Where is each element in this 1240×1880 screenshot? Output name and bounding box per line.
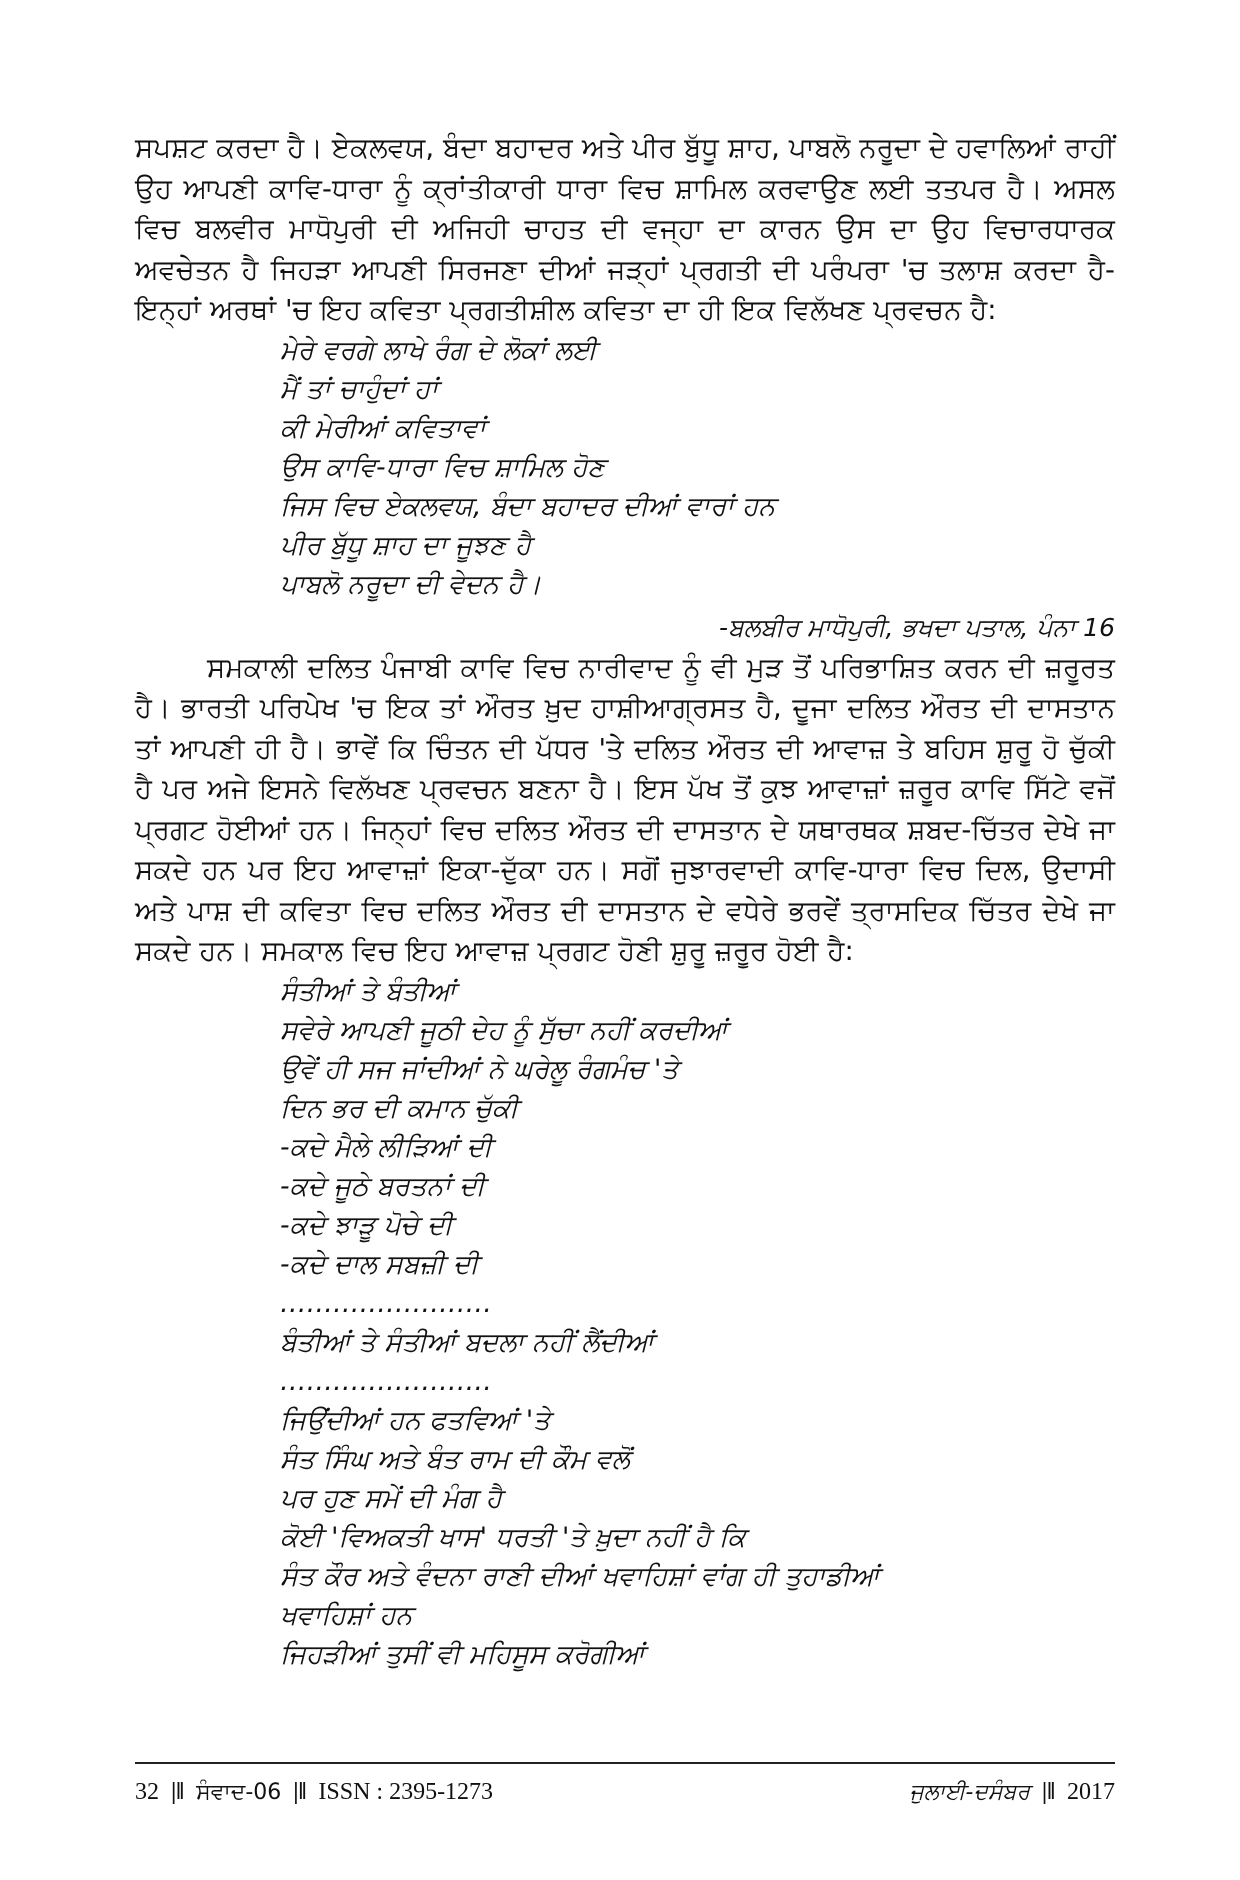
footer-divider (135, 1762, 1115, 1764)
poem-line: ਕੋਈ 'ਵਿਅਕਤੀ ਖਾਸ' ਧਰਤੀ 'ਤੇ ਖ਼ੁਦਾ ਨਹੀਂ ਹੈ ਕਿ (280, 1521, 746, 1553)
poem-line: ਮੈਂ ਤਾਂ ਚਾਹੁੰਦਾਂ ਹਾਂ (280, 373, 438, 405)
poem-line: -ਕਦੇ ਮੈਲੇ ਲੀੜਿਆਂ ਦੀ (280, 1131, 492, 1163)
poem-line: -ਕਦੇ ਜੂਠੇ ਬਰਤਨਾਂ ਦੀ (280, 1170, 485, 1202)
issue-months: ਜੁਲਾਈ-ਦਸੰਬਰ (909, 1780, 1030, 1805)
poem-line: ਪਰ ਹੁਣ ਸਮੇਂ ਦੀ ਮੰਗ ਹੈ (280, 1482, 502, 1514)
page-footer (135, 1772, 1115, 1812)
poem-line: ਜਿਹੜੀਆਂ ਤੁਸੀਂ ਵੀ ਮਹਿਸੂਸ ਕਰੋਗੀਆਂ (280, 1638, 645, 1670)
poem-line: ਸੰਤ ਕੌਰ ਅਤੇ ਵੰਦਨਾ ਰਾਣੀ ਦੀਆਂ ਖਵਾਹਿਸ਼ਾਂ ਵਾਂਗ ਹੀ ਤੁਹਾਡੀਆਂ (280, 1560, 880, 1592)
footer-right (909, 1772, 1115, 1813)
issue-year: 2017 (1067, 1779, 1115, 1805)
paragraph-2: ਸਮਕਾਲੀ ਦਲਿਤ ਪੰਜਾਬੀ ਕਾਵਿ ਵਿਚ ਨਾਰੀਵਾਦ ਨੂੰ ਵੀ ਮੁੜ ਤੋਂ ਪਰਿਭਾਸ਼ਿਤ ਕਰਨ ਦੀ ਜ਼ਰੂਰਤ ਹੈ। ਭਾਰਤੀ ਪਰਿਪੇਖ 'ਚ ਇਕ ਤਾਂ ਔਰਤ ਖ਼ੁਦ ਹਾਸ਼ੀਆਗ੍ਰਸਤ ਹੈ, ਦੂਜਾ ਦਲਿਤ ਔਰਤ ਦੀ ਦਾਸਤਾਨ ਤਾਂ ਆਪਣੀ ਹੀ ਹੈ। ਭਾਵੇਂ ਕਿ ਚਿੰਤਨ ਦੀ ਪੱਧਰ 'ਤੇ ਦਲਿਤ ਔਰਤ ਦੀ ਆਵਾਜ਼ ਤੇ ਬਹਿਸ ਸ਼ੁਰੂ ਹੋ ਚੁੱਕੀ ਹੈ ਪਰ ਅਜੇ ਇਸਨੇ ਵਿਲੱਖਣ ਪ੍ਰਵਚਨ ਬਣਨਾ ਹੈ। ਇਸ ਪੱਖ ਤੋਂ ਕੁਝ ਆਵਾਜ਼ਾਂ ਜ਼ਰੂਰ ਕਾਵਿ ਸਿੱਟੇ ਵਜੋਂ ਪ੍ਰਗਟ ਹੋਈਆਂ ਹਨ। ਜਿਨ੍ਹਾਂ ਵਿਚ ਦਲਿਤ ਔਰਤ ਦੀ ਦਾਸਤਾਨ ਦੇ ਯਥਾਰਥਕ ਸ਼ਬਦ-ਚਿੱਤਰ ਦੇਖੇ ਜਾ ਸਕਦੇ ਹਨ ਪਰ ਇਹ ਆਵਾਜ਼ਾਂ ਇਕਾ-ਦੁੱਕਾ ਹਨ। ਸਗੋਂ ਜੁਝਾਰਵਾਦੀ ਕਾਵਿ-ਧਾਰਾ ਵਿਚ ਦਿਲ, ਉਦਾਸੀ ਅਤੇ ਪਾਸ਼ ਦੀ ਕਵਿਤਾ ਵਿਚ ਦਲਿਤ ਔਰਤ ਦੀ ਦਾਸਤਾਨ ਦੇ ਵਧੇਰੇ ਭਰਵੇਂ ਤ੍ਰਾਸਦਿਕ ਚਿੱਤਰ ਦੇਖੇ ਜਾ ਸਕਦੇ ਹਨ। ਸਮਕਾਲ ਵਿਚ ਇਹ ਆਵਾਜ਼ ਪ੍ਰਗਟ ਹੋਣੀ ਸ਼ੁਰੂ ਜ਼ਰੂਰ ਹੋਈ ਹੈ: (135, 651, 1115, 967)
poem-citation: -ਬਲਬੀਰ ਮਾਧੋਪੁਰੀ, ਭਖਦਾ ਪਤਾਲ, ਪੰਨਾ 16 (718, 612, 1115, 642)
poem-line: ਜਿਉਂਦੀਆਂ ਹਨ ਫਤਵਿਆਂ 'ਤੇ (280, 1404, 551, 1436)
poem-line: ਦਿਨ ਭਰ ਦੀ ਕਮਾਨ ਚੁੱਕੀ (280, 1092, 519, 1124)
footer-separator: |ǁ (171, 1779, 185, 1805)
poem-line: ਪਾਬਲੋ ਨਰੂਦਾ ਦੀ ਵੇਦਨ ਹੈ। (280, 568, 542, 600)
poem-ellipsis: …………………… (280, 1365, 492, 1397)
paragraph-1: ਸਪਸ਼ਟ ਕਰਦਾ ਹੈ। ਏਕਲਵਯ, ਬੰਦਾ ਬਹਾਦਰ ਅਤੇ ਪੀਰ ਬੁੱਧੂ ਸ਼ਾਹ, ਪਾਬਲੋ ਨਰੂਦਾ ਦੇ ਹਵਾਲਿਆਂ ਰਾਹੀਂ ਉਹ ਆਪਣੀ ਕਾਵਿ-ਧਾਰਾ ਨੂੰ ਕ੍ਰਾਂਤੀਕਾਰੀ ਧਾਰਾ ਵਿਚ ਸ਼ਾਮਿਲ ਕਰਵਾਉਣ ਲਈ ਤਤਪਰ ਹੈ। ਅਸਲ ਵਿਚ ਬਲਵੀਰ ਮਾਧੋਪੁਰੀ ਦੀ ਅਜਿਹੀ ਚਾਹਤ ਦੀ ਵਜ੍ਹਾ ਦਾ ਕਾਰਨ ਉਸ ਦਾ ਉਹ ਵਿਚਾਰਧਾਰਕ ਅਵਚੇਤਨ ਹੈ ਜਿਹੜਾ ਆਪਣੀ ਸਿਰਜਣਾ ਦੀਆਂ ਜੜ੍ਹਾਂ ਪ੍ਰਗਤੀ ਦੀ ਪਰੰਪਰਾ 'ਚ ਤਲਾਸ਼ ਕਰਦਾ ਹੈ- ਇਨ੍ਹਾਂ ਅਰਥਾਂ 'ਚ ਇਹ ਕਵਿਤਾ ਪ੍ਰਗਤੀਸ਼ੀਲ ਕਵਿਤਾ ਦਾ ਹੀ ਇਕ ਵਿਲੱਖਣ ਪ੍ਰਵਚਨ ਹੈ: (135, 132, 1115, 326)
poem-line: ਜਿਸ ਵਿਚ ਏਕਲਵਯ, ਬੰਦਾ ਬਹਾਦਰ ਦੀਆਂ ਵਾਰਾਂ ਹਨ (280, 490, 775, 522)
poem-line: -ਕਦੇ ਦਾਲ ਸਬਜ਼ੀ ਦੀ (280, 1248, 479, 1280)
footer-left (135, 1772, 493, 1813)
poem-excerpt-1 (280, 331, 1115, 604)
poem-line: ਉਵੇਂ ਹੀ ਸਜ ਜਾਂਦੀਆਂ ਨੇ ਘਰੇਲੂ ਰੰਗਮੰਚ 'ਤੇ (280, 1053, 679, 1085)
poem-line: ਸੰਤ ਸਿੰਘ ਅਤੇ ਬੰਤ ਰਾਮ ਦੀ ਕੌਮ ਵਲੋਂ (280, 1443, 630, 1475)
page-number: 32 (135, 1779, 159, 1805)
footer-separator: |ǁ (1041, 1779, 1055, 1805)
poem-line: ਮੇਰੇ ਵਰਗੇ ਲਾਖੇ ਰੰਗ ਦੇ ਲੋਕਾਂ ਲਈ (280, 334, 597, 366)
poem-ellipsis: …………………… (280, 1287, 492, 1319)
poem-line: ਪੀਰ ਬੁੱਧੂ ਸ਼ਾਹ ਦਾ ਜੂਝਣ ਹੈ (280, 529, 531, 561)
footer-separator: |ǁ (293, 1779, 307, 1805)
poem-line: ਖਵਾਹਿਸ਼ਾਂ ਹਨ (280, 1599, 413, 1631)
poem-line: ਸੰਤੀਆਂ ਤੇ ਬੰਤੀਆਂ (280, 975, 456, 1007)
poem-excerpt-2 (280, 972, 1115, 1674)
poem-line: ਉਸ ਕਾਵਿ-ਧਾਰਾ ਵਿਚ ਸ਼ਾਮਿਲ ਹੋਣ (280, 451, 605, 483)
poem-line: ਬੰਤੀਆਂ ਤੇ ਸੰਤੀਆਂ ਬਦਲਾ ਨਹੀਂ ਲੈਂਦੀਆਂ (280, 1326, 654, 1358)
journal-name: ਸੰਵਾਦ-06 (196, 1780, 282, 1805)
poem-line: -ਕਦੇ ਝਾੜੂ ਪੋਚੇ ਦੀ (280, 1209, 453, 1241)
issn-number: ISSN : 2395-1273 (318, 1779, 494, 1805)
poem-line: ਕੀ ਮੇਰੀਆਂ ਕਵਿਤਾਵਾਂ (280, 412, 486, 444)
page-content (135, 128, 1115, 1674)
poem-line: ਸਵੇਰੇ ਆਪਣੀ ਜੂਠੀ ਦੇਹ ਨੂੰ ਸੁੱਚਾ ਨਹੀਂ ਕਰਦੀਆਂ (280, 1014, 728, 1046)
